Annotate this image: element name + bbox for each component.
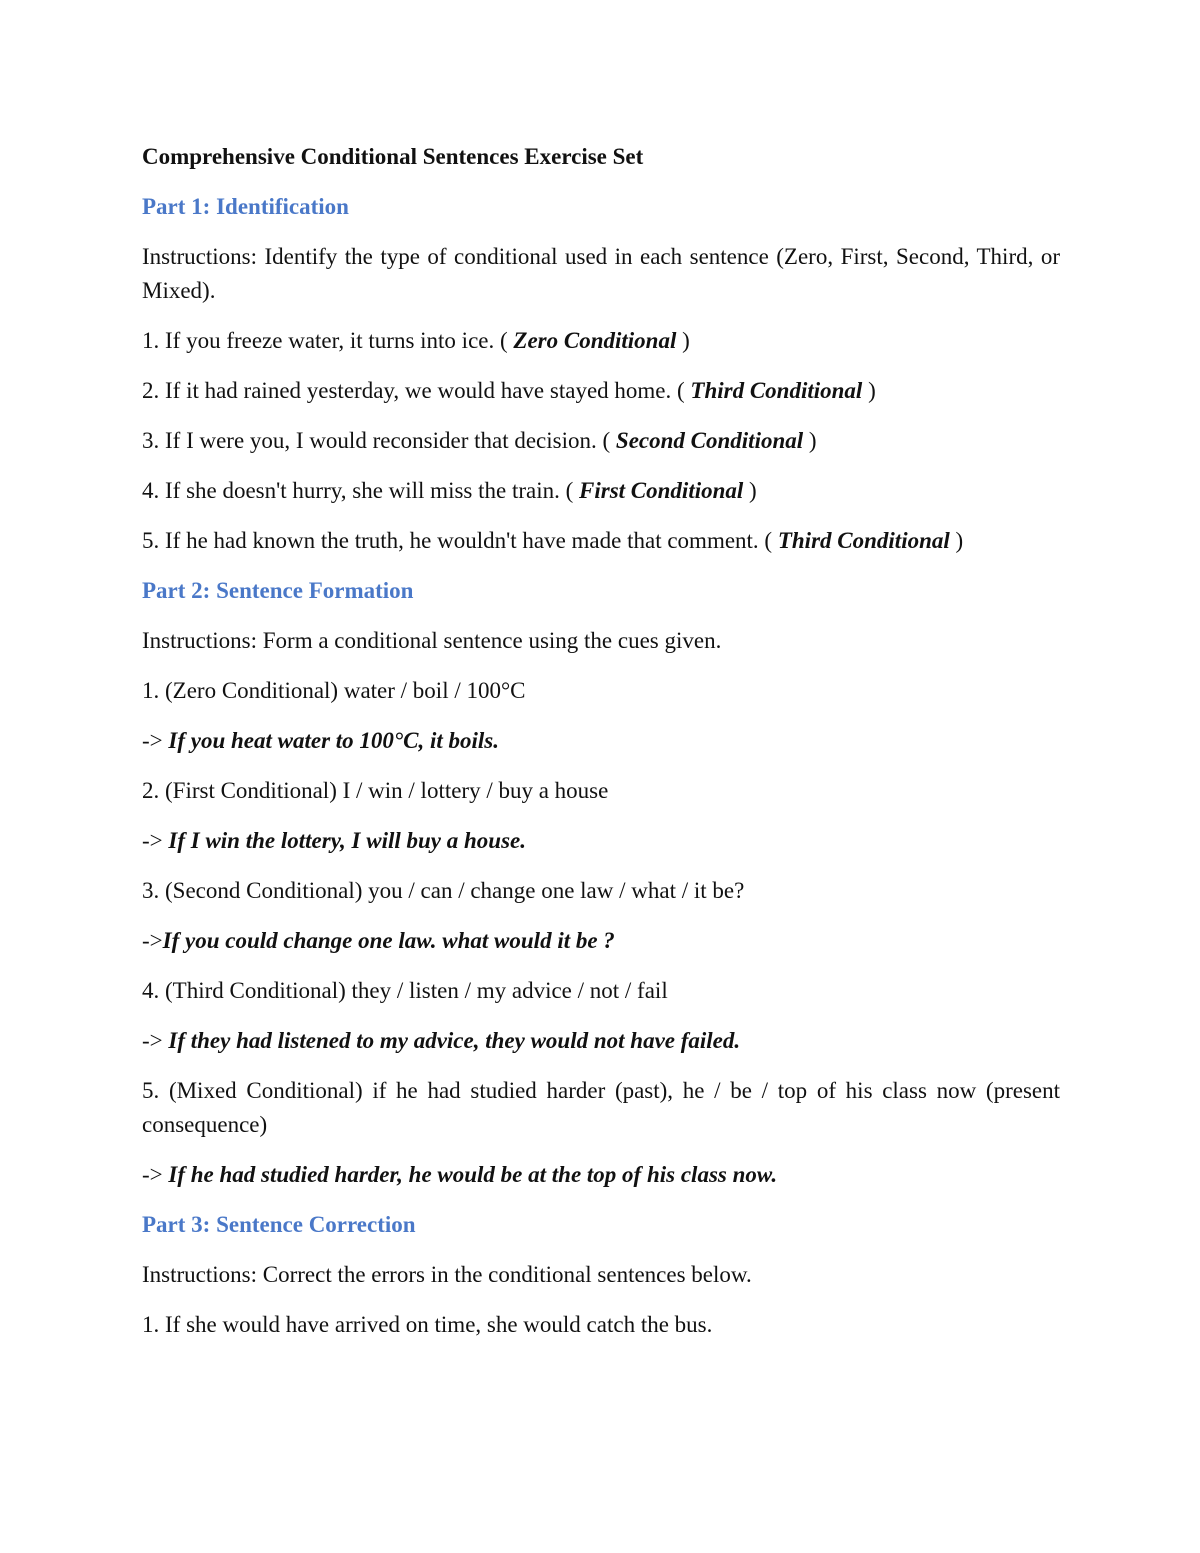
part1-item [142, 524, 1060, 558]
part1-item [142, 474, 1060, 508]
part1-item-text: 5. If he had known the truth, he wouldn't have made that comment. ( [142, 528, 773, 553]
part1-item-answer: Third Conditional [690, 378, 863, 403]
part1-item-text: 3. If I were you, I would reconsider that decision. ( [142, 428, 611, 453]
part2-answer: If you heat water to 100°C, it boils. [168, 728, 499, 753]
part1-item-close: ) [868, 378, 876, 403]
part2-instructions: Instructions: Form a conditional sentence using the cues given. [142, 628, 722, 653]
part3-instructions: Instructions: Correct the errors in the conditional sentences below. [142, 1262, 752, 1287]
part1-item [142, 374, 1060, 408]
part1-item-text: 4. If she doesn't hurry, she will miss the train. ( [142, 478, 574, 503]
part2-answer-line [142, 1024, 1060, 1058]
part1-item-answer: Zero Conditional [513, 328, 677, 353]
part3-heading: Part 3: Sentence Correction [142, 1212, 416, 1237]
arrow-prefix: -> [142, 1162, 163, 1187]
part2-answer: If I win the lottery, I will buy a house. [168, 828, 527, 853]
part1-heading: Part 1: Identification [142, 194, 349, 219]
part1-item-close: ) [682, 328, 690, 353]
part1-item-close: ) [955, 528, 964, 553]
part2-answer: If they had listened to my advice, they would not have failed. [168, 1028, 741, 1053]
arrow-prefix: -> [142, 828, 163, 853]
part2-answer-line [142, 824, 1060, 858]
part1-item-text: 1. If you freeze water, it turns into ice. ( [142, 328, 508, 353]
part2-answer-line [142, 1158, 1060, 1192]
arrow-prefix: -> [142, 728, 163, 753]
part2-heading: Part 2: Sentence Formation [142, 578, 414, 603]
arrow-prefix: -> [142, 1028, 163, 1053]
part1-item [142, 324, 1060, 358]
part1-item-answer: First Conditional [579, 478, 744, 503]
part2-cue: 1. (Zero Conditional) water / boil / 100°C [142, 678, 526, 703]
document-title: Comprehensive Conditional Sentences Exercise Set [142, 144, 644, 169]
part1-item-answer: Second Conditional [615, 428, 804, 453]
part1-item-close: ) [808, 428, 817, 453]
part2-answer-line [142, 924, 1060, 958]
part2-answer: If you could change one law. what would it be ? [162, 928, 615, 953]
part3-item: 1. If she would have arrived on time, she would catch the bus. [142, 1312, 713, 1337]
document-page [142, 140, 1060, 1342]
part2-answer: If he had studied harder, he would be at the top of his class now. [168, 1162, 778, 1187]
part1-item-answer: Third Conditional [777, 528, 950, 553]
part2-cue: 4. (Third Conditional) they / listen / my advice / not / fail [142, 978, 668, 1003]
part2-cue: 5. (Mixed Conditional) if he had studied harder (past), he / be / top of his class now (present consequence) [142, 1078, 1060, 1137]
part2-cue: 3. (Second Conditional) you / can / change one law / what / it be? [142, 878, 745, 903]
part1-item-close: ) [749, 478, 757, 503]
part2-cue: 2. (First Conditional) I / win / lottery / buy a house [142, 778, 609, 803]
arrow-prefix: -> [142, 928, 163, 953]
part1-item [142, 424, 1060, 458]
part1-instructions: Instructions: Identify the type of conditional used in each sentence (Zero, First, Second, Third, or Mixed). [142, 244, 1060, 303]
part1-item-text: 2. If it had rained yesterday, we would have stayed home. ( [142, 378, 685, 403]
part2-answer-line [142, 724, 1060, 758]
